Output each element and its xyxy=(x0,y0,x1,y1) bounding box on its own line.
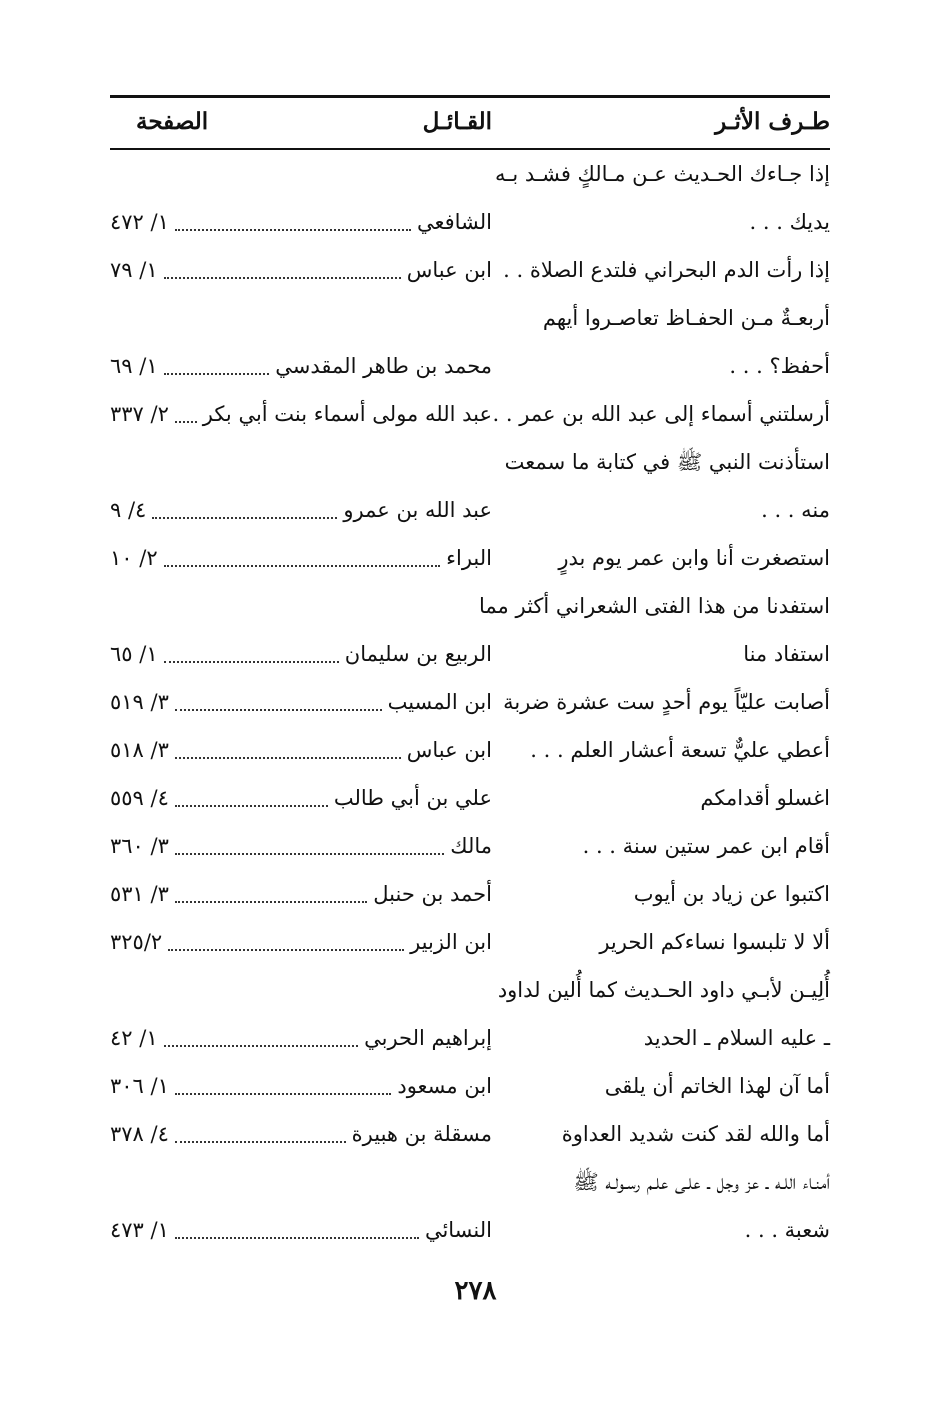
athar-text: أمنـاء اللـه ـ عز وجل ـ علـى علـم رسـولـه ﷺ xyxy=(573,1170,830,1194)
dot-leader xyxy=(152,517,337,519)
qail-cell xyxy=(110,1206,492,1254)
dot-leader xyxy=(175,1141,346,1143)
qail-name: ابن المسيب xyxy=(387,690,492,714)
qail-cell xyxy=(110,342,492,390)
athar-text: أعطي عليٌّ تسعة أعشار العلم . . . xyxy=(530,738,830,762)
athar-text: أقام ابن عمر ستين سنة . . . xyxy=(582,834,830,858)
qail-name: أحمد بن حنبل xyxy=(373,882,492,906)
table-row xyxy=(110,198,830,246)
athar-text: أُلِيـن لأبـي داود الحـديث كما أُلين لداود xyxy=(497,978,830,1002)
table-row xyxy=(110,246,830,294)
qail-cell xyxy=(110,198,492,246)
table-row xyxy=(110,678,830,726)
dot-leader xyxy=(164,565,441,567)
qail-cell xyxy=(110,1014,492,1062)
qail-name: عبد الله بن عمرو xyxy=(343,498,492,522)
table-row xyxy=(110,918,830,966)
qail-cell xyxy=(110,534,492,582)
qail-name: ابن عباس xyxy=(406,258,492,282)
dot-leader xyxy=(175,1237,419,1239)
athar-text: أصابت عليّاً يوم أحدٍ ست عشرة ضربة xyxy=(503,690,830,714)
athar-text: منه . . . xyxy=(761,498,830,522)
qail-name: ابن مسعود xyxy=(397,1074,492,1098)
athar-text: استفاد منا xyxy=(743,642,830,666)
athar-text: ألا لا تلبسوا نساءكم الحرير xyxy=(599,930,830,954)
table-row xyxy=(110,1206,830,1254)
dot-leader xyxy=(164,277,401,279)
qail-name: عبد الله مولى أسماء بنت أبي بكر xyxy=(202,402,492,426)
qail-cell xyxy=(110,630,492,678)
dot-leader xyxy=(164,373,270,375)
page-reference: ٢/ ٣٣٧ xyxy=(110,402,169,426)
table-row xyxy=(110,630,830,678)
page-reference: ٣٢٥/٢ xyxy=(110,930,163,954)
dot-leader xyxy=(168,949,404,951)
page-reference: ١/ ٦٥ xyxy=(110,642,158,666)
dot-leader xyxy=(175,757,401,759)
table-row xyxy=(110,726,830,774)
athar-text: يديك . . . xyxy=(749,210,830,234)
page-reference: ٣/ ٥٣١ xyxy=(110,882,169,906)
athar-text: أحفظ؟ . . . xyxy=(729,354,830,378)
page-reference: ١/ ٤٧٢ xyxy=(110,210,169,234)
qail-cell xyxy=(110,918,492,966)
header-athar: طـرف الأثـر xyxy=(715,108,830,135)
table-row xyxy=(110,870,830,918)
dot-leader xyxy=(175,421,197,423)
table-row xyxy=(110,294,830,342)
qail-name: مالك xyxy=(450,834,492,858)
qail-name: ابن عباس xyxy=(406,738,492,762)
table-header xyxy=(110,98,830,148)
page-reference: ١/ ٤٧٣ xyxy=(110,1218,169,1242)
table-row xyxy=(110,1014,830,1062)
table-row xyxy=(110,1062,830,1110)
dot-leader xyxy=(175,901,367,903)
qail-name: الشافعي xyxy=(416,210,492,234)
athar-text: استصغرت أنا وابن عمر يوم بدرٍ xyxy=(558,546,830,570)
athar-text: اكتبوا عن زياد بن أيوب xyxy=(633,882,830,906)
dot-leader xyxy=(164,661,339,663)
athar-text: أما والله لقد كنت شديد العداوة xyxy=(561,1122,830,1146)
page-number: ٢٧٨ xyxy=(454,1276,497,1306)
page-reference: ٤/ ٥٥٩ xyxy=(110,786,169,810)
header-page: الصفحة xyxy=(136,108,209,135)
qail-name: إبراهيم الحربي xyxy=(364,1026,492,1050)
table-row xyxy=(110,774,830,822)
table-row xyxy=(110,966,830,1014)
athar-text: أما آن لهذا الخاتم أن يلقى xyxy=(604,1074,830,1098)
table-row xyxy=(110,342,830,390)
qail-cell xyxy=(110,390,492,438)
table-row xyxy=(110,534,830,582)
qail-cell xyxy=(110,246,492,294)
qail-name: البراء xyxy=(446,546,492,570)
page-reference: ١/ ٦٩ xyxy=(110,354,158,378)
athar-text: إذا رأت الدم البحراني فلتدع الصلاة . . xyxy=(503,258,830,282)
index-table xyxy=(110,95,830,1254)
dot-leader xyxy=(175,805,328,807)
dot-leader xyxy=(175,709,382,711)
athar-text: استفدنا من هذا الفتى الشعراني أكثر مما xyxy=(479,594,830,618)
athar-text: شعبة . . . xyxy=(744,1218,830,1242)
athar-text: أربعـةٌ مـن الحفـاظ تعاصـروا أيهم xyxy=(542,306,830,330)
qail-cell xyxy=(110,726,492,774)
page-reference: ٣/ ٥١٨ xyxy=(110,738,169,762)
qail-cell xyxy=(110,1062,492,1110)
athar-text: أرسلتني أسماء إلى عبد الله بن عمر . . xyxy=(492,402,830,426)
dot-leader xyxy=(175,853,444,855)
qail-name: الربيع بن سليمان xyxy=(344,642,492,666)
qail-cell xyxy=(110,1110,492,1158)
page-reference: ١/ ٣٠٦ xyxy=(110,1074,169,1098)
table-row xyxy=(110,1110,830,1158)
page-reference: ٤/ ٩ xyxy=(110,498,147,522)
qail-cell xyxy=(110,822,492,870)
qail-cell xyxy=(110,774,492,822)
page-reference: ٤/ ٣٧٨ xyxy=(110,1122,169,1146)
table-row xyxy=(110,1158,830,1206)
dot-leader xyxy=(175,229,411,231)
dot-leader xyxy=(175,1093,391,1095)
qail-name: النسائي xyxy=(424,1218,492,1242)
header-qail: القـائـل xyxy=(422,108,492,135)
athar-text: إذا جـاءك الحـديث عـن مـالكٍ فشـد بـه xyxy=(495,162,830,186)
qail-name: ابن الزبير xyxy=(410,930,492,954)
table-row xyxy=(110,486,830,534)
qail-name: محمد بن طاهر المقدسي xyxy=(275,354,492,378)
page-reference: ٣/ ٥١٩ xyxy=(110,690,169,714)
qail-cell xyxy=(110,486,492,534)
qail-name: علي بن أبي طالب xyxy=(333,786,492,810)
table-row xyxy=(110,822,830,870)
qail-name: مسقلة بن هبيرة xyxy=(351,1122,492,1146)
dot-leader xyxy=(164,1045,359,1047)
athar-text: اغسلو أقدامكم xyxy=(700,786,830,810)
table-row xyxy=(110,438,830,486)
page-reference: ١/ ٤٢ xyxy=(110,1026,158,1050)
table-row xyxy=(110,390,830,438)
athar-text: ـ عليه السلام ـ الحديد xyxy=(643,1026,830,1050)
qail-cell xyxy=(110,870,492,918)
athar-text: استأذنت النبي ﷺ في كتابة ما سمعت xyxy=(504,450,830,474)
page-reference: ١/ ٧٩ xyxy=(110,258,158,282)
page-reference: ٢/ ١٠ xyxy=(110,546,158,570)
table-row xyxy=(110,582,830,630)
page-reference: ٣/ ٣٦٠ xyxy=(110,834,169,858)
qail-cell xyxy=(110,678,492,726)
table-row xyxy=(110,150,830,198)
table-rows xyxy=(110,150,830,1254)
